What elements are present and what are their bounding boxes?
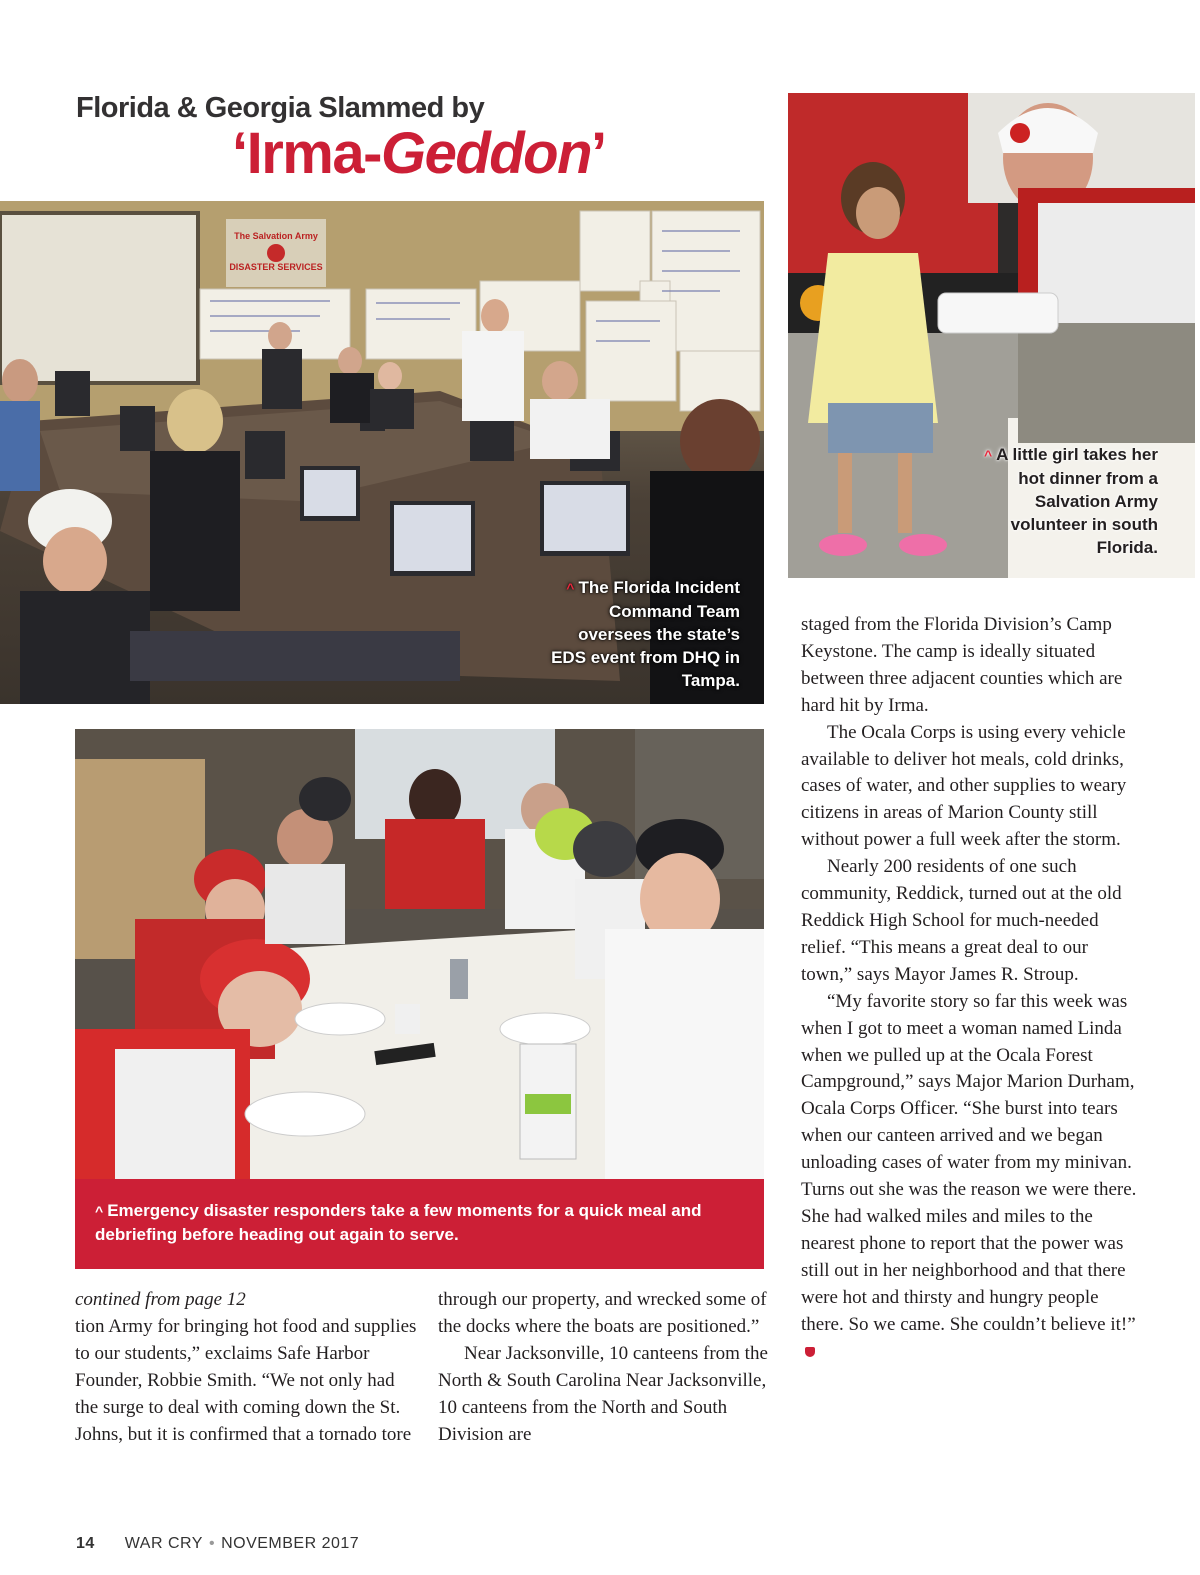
shield-end-icon: [805, 1347, 815, 1357]
article-column-1: [75, 1287, 420, 1448]
continued-note: contined from page 12: [75, 1289, 246, 1310]
headline-italic: Geddon: [380, 121, 592, 186]
col3-paragraph-4: [801, 989, 1139, 1366]
meal-caption-text: Emergency disaster responders take a few moments for a quick meal and debriefing before heading out again to serve.: [95, 1201, 702, 1244]
col2-paragraph-2: Near Jacksonville, 10 canteens from the North & South Carolina Near Jacksonville, 10 canteens from the North and South Division are: [438, 1342, 768, 1445]
article-column-3: [801, 612, 1139, 1365]
headline-line1: Florida & Georgia Slammed by: [76, 92, 485, 124]
article-column-2: [438, 1287, 768, 1448]
sign-line2: DISASTER SERVICES: [229, 262, 323, 272]
sign-line1: The Salvation Army: [234, 231, 318, 241]
headline-close: ’: [591, 121, 606, 186]
caret-up-icon: ^: [95, 1203, 104, 1219]
col1-paragraph: tion Army for bringing hot food and supplies to our students,” exclaims Safe Harbor Founder, Robbie Smith. “We not only had the surge to deal with coming down the St. Johns, but it is confirmed that a tornado tore: [75, 1315, 417, 1445]
meal-photo: [75, 729, 764, 1179]
col2-paragraph-1: through our property, and wrecked some of the docks where the boats are positioned.”: [438, 1289, 767, 1337]
issue-date: NOVEMBER 2017: [221, 1535, 360, 1552]
girl-caption-text: A little girl takes her hot dinner from a Salvation Army volunteer in south Florida.: [996, 445, 1158, 557]
page-number: 14: [76, 1535, 95, 1552]
command-center-caption: [540, 576, 740, 692]
disaster-services-sign: [228, 231, 324, 273]
caret-up-icon: ^: [566, 580, 575, 596]
headline-line2: [232, 122, 606, 186]
girl-caption: [968, 443, 1158, 559]
meal-caption-bar: [75, 1179, 764, 1269]
col3-paragraph-1: staged from the Florida Division’s Camp Keystone. The camp is ideally situated between three adjacent counties which are hard hit by Irma.: [801, 614, 1123, 716]
page-footer: [76, 1535, 359, 1553]
footer-separator: •: [208, 1535, 216, 1552]
col3-paragraph-2: The Ocala Corps is using every vehicle available to deliver hot meals, cold drinks, cases of water, and other supplies to weary citizens in areas of Marion County still without power a full week after the storm.: [801, 721, 1127, 851]
girl-photo: [788, 93, 1195, 578]
col3-paragraph-4-text: “My favorite story so far this week was when I got to meet a woman named Linda when we pulled up at the Ocala Forest Campground,” says Major Marion Durham, Ocala Corps Officer. “She burst into tears when our canteen arrived and we began unloading cases of water from my minivan. Turns out she was the reason we were there. She had walked miles and miles to the nearest phone to report that the power was still out in her neighborhood and that there were hot and thirsty and hungry people there. So we came. She couldn’t believe it!”: [801, 990, 1137, 1335]
command-center-photo: [0, 201, 764, 704]
command-center-caption-text: The Florida Incident Command Team oversees the state’s EDS event from DHQ in Tampa.: [551, 578, 740, 690]
meal-caption: [95, 1199, 755, 1246]
caret-up-icon: ^: [983, 447, 993, 463]
col3-paragraph-3: Nearly 200 residents of one such community, Reddick, turned out at the old Reddick High School for much-needed relief. “This means a great deal to our town,” says Mayor James R. Stroup.: [801, 856, 1122, 985]
publication-name: WAR CRY: [124, 1535, 203, 1552]
headline-open: ‘Irma-: [232, 121, 381, 186]
meal-illustration: [75, 729, 764, 1179]
